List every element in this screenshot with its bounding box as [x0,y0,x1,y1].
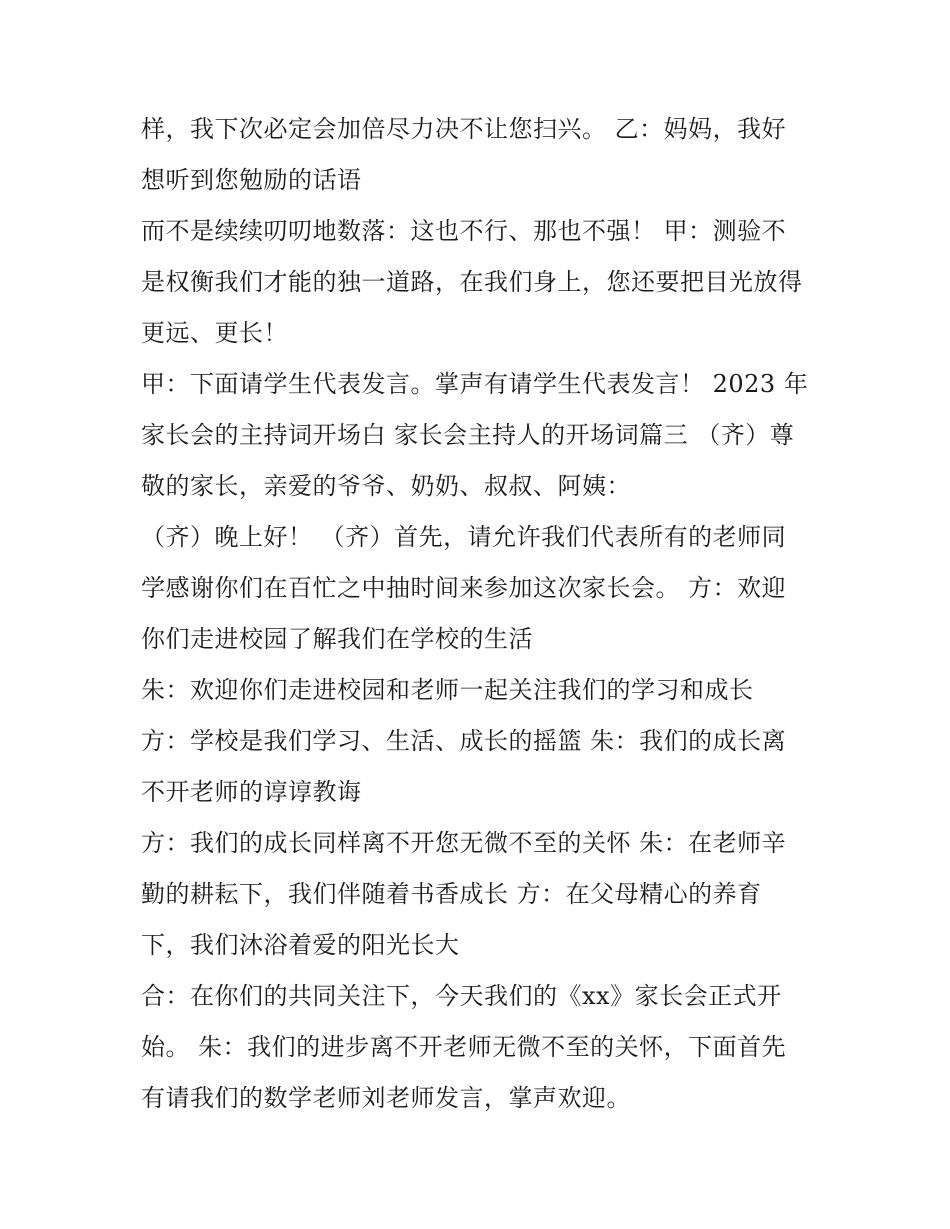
text-line: 朱：欢迎你们走进校园和老师一起关注我们的学习和成长 [141,676,754,704]
text-line: 样，我下次必定会加倍尽力决不让您扫兴。 乙：妈妈，我好 [141,115,787,143]
text-line: （齐）晚上好！ （齐）首先，请允许我们代表所有的老师同 [141,523,787,551]
text-line: 甲：下面请学生代表发言。掌声有请学生代表发言！ 2023 年 [141,370,809,398]
text-line: 是权衡我们才能的独一道路，在我们身上，您还要把目光放得 [141,268,803,296]
text-line: 想听到您勉励的话语 [141,166,362,194]
text-line: 敬的家长，亲爱的爷爷、奶奶、叔叔、阿姨： [141,472,631,500]
text-line: 合：在你们的共同关注下，今天我们的《xx》家长会正式开 [141,982,782,1010]
text-line: 家长会的主持词开场白 家长会主持人的开场词篇三 （齐）尊 [141,421,795,449]
text-line: 始。 朱：我们的进步离不开老师无微不至的关怀，下面首先 [141,1033,787,1061]
document-body [141,104,821,1124]
text-line: 更远、更长！ [141,319,288,347]
text-line: 方：我们的成长同样离不开您无微不至的关怀 朱：在老师辛 [141,829,787,857]
text-line: 下，我们沐浴着爱的阳光长大 [141,931,460,959]
text-line: 学感谢你们在百忙之中抽时间来参加这次家长会。 方：欢迎 [141,574,787,602]
text-line: 不开老师的谆谆教诲 [141,778,362,806]
text-line: 而不是续续叨叨地数落：这也不行、那也不强！ 甲：测验不 [141,217,787,245]
text-line: 有请我们的数学老师刘老师发言，掌声欢迎。 [141,1084,631,1112]
text-line: 勤的耕耘下，我们伴随着书香成长 方：在父母精心的养育 [141,880,762,908]
text-line: 你们走进校园了解我们在学校的生活 [141,625,533,653]
text-line: 方：学校是我们学习、生活、成长的摇篮 朱：我们的成长离 [141,727,787,755]
